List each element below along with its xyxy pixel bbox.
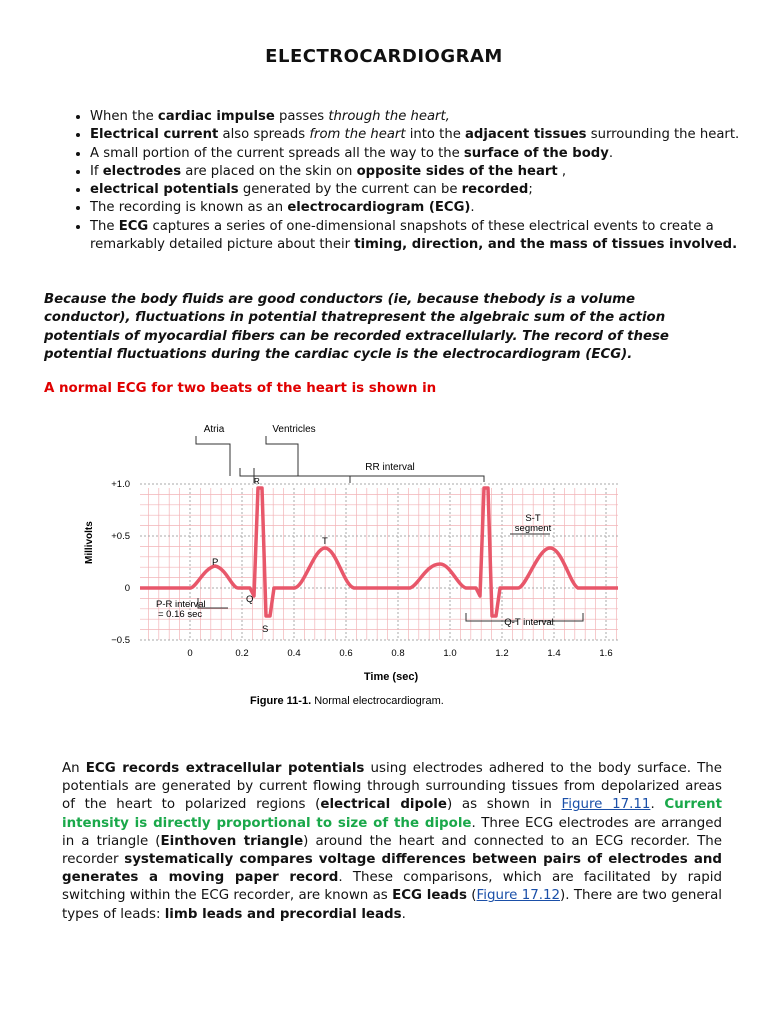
- paragraph-run: ECG records extracellular potentials: [85, 761, 365, 776]
- figure-caption-number: Figure 11-1.: [250, 695, 312, 707]
- bullet-run: ECG: [118, 218, 149, 234]
- paragraph-run: ECG leads: [392, 888, 467, 904]
- bullet-run: .: [470, 200, 475, 216]
- y-ticks: [111, 479, 130, 646]
- label-rr-interval: RR interval: [365, 462, 415, 473]
- paragraph-run: An: [62, 761, 86, 776]
- bullet-run: are placed on the skin on: [181, 163, 357, 179]
- bullet-run: ,: [557, 163, 567, 179]
- bullet-run: surface of the body: [463, 145, 609, 161]
- label-r: R: [254, 477, 260, 486]
- paragraph-run: limb leads and precordial leads: [164, 906, 402, 922]
- bullet-run: electrocardiogram (ECG): [287, 200, 471, 216]
- bullet-run: surrounding the heart.: [586, 127, 740, 143]
- paragraph-run: Current intensity is directly proportional to size of the dipole: [62, 797, 722, 831]
- bullet-item: [90, 108, 756, 126]
- paragraph-run: ). There are two general types of leads:: [62, 888, 722, 922]
- paragraph-run: Einthoven triangle: [160, 833, 304, 849]
- bullet-run: opposite sides of the heart: [356, 163, 558, 179]
- label-q: Q: [246, 594, 254, 605]
- x-axis-label: Time (sec): [363, 671, 419, 683]
- bullet-run: recorded: [461, 182, 529, 198]
- label-qt-interval: Q-T interval: [504, 617, 554, 628]
- bullet-item: [90, 218, 756, 255]
- page-title: ELECTROCARDIOGRAM: [265, 46, 503, 67]
- bullet-run: A small portion of the current spreads all the way to the: [90, 145, 464, 161]
- bullet-run: electrical potentials: [90, 182, 239, 198]
- paragraph-run: systematically compares voltage differences between pairs of electrodes and generates a moving paper record: [62, 852, 722, 886]
- bullet-item: [90, 145, 756, 163]
- bullet-run: When the: [90, 109, 158, 124]
- bullet-run: into the: [405, 127, 466, 143]
- bullet-run: captures a series of one-dimensional snapshots of these electrical events to create a remarkably detailed picture about their: [90, 218, 714, 253]
- ecg-figure-svg: [78, 418, 638, 718]
- bullet-run: from the heart: [309, 127, 406, 143]
- bullet-item: [90, 126, 756, 144]
- label-pr-value: = 0.16 sec: [158, 609, 203, 620]
- bullet-run: generated by the current can be: [238, 182, 462, 198]
- x-tick-label: 1.0: [443, 648, 457, 659]
- bullet-run: timing, direction, and the mass of tissues involved.: [354, 237, 738, 253]
- figure-link[interactable]: Figure 17.11: [561, 797, 651, 813]
- label-pr-interval: P-R interval: [156, 599, 206, 610]
- label-p-wave: P: [212, 557, 219, 568]
- bullet-run: passes: [274, 109, 329, 124]
- paragraph-run: .: [401, 906, 406, 922]
- y-tick-label: +0.5: [111, 531, 130, 542]
- y-tick-label: 0: [124, 583, 130, 594]
- figure-link[interactable]: Figure 17.12: [476, 888, 561, 904]
- bullet-run: cardiac impulse: [157, 109, 275, 124]
- bullet-run: electrodes: [102, 163, 182, 179]
- label-st: S-T: [525, 513, 541, 524]
- x-ticks: [187, 648, 612, 659]
- x-tick-label: 0.2: [235, 648, 249, 659]
- bullet-run: Electrical current: [90, 127, 219, 143]
- figure-caption-text: Normal electrocardiogram.: [311, 695, 444, 707]
- bullet-run: also spreads: [218, 127, 310, 143]
- y-tick-label: −0.5: [111, 635, 130, 646]
- figure-caption: [250, 695, 444, 707]
- bullet-item: [90, 199, 756, 217]
- x-tick-label: 0: [187, 648, 193, 659]
- bullet-run: ;: [528, 182, 533, 198]
- x-tick-label: 1.6: [599, 648, 613, 659]
- label-s: S: [262, 624, 269, 635]
- paragraph-run: using electrodes adhered to the body surface. The potentials are generated by current flowing through surrounding tissues from depolarized areas of the heart to polarized regions (: [62, 761, 723, 813]
- paragraph-run: (: [467, 888, 477, 904]
- bullet-run: .: [608, 145, 614, 161]
- paragraph-run: ) as shown in: [446, 797, 562, 813]
- paragraph-run: electrical dipole: [320, 797, 447, 813]
- bullet-run: If: [90, 163, 103, 179]
- bullet-run: The recording is known as an: [90, 200, 288, 216]
- bullet-item: [90, 163, 756, 181]
- bullet-item: [90, 181, 756, 199]
- ecg-figure: [78, 418, 638, 722]
- paragraph-run: ) around the heart and connected to an ECG recorder. The recorder: [62, 833, 722, 868]
- bullet-run: The: [90, 218, 119, 234]
- x-tick-label: 1.2: [495, 648, 509, 659]
- red-intro-line: A normal ECG for two beats of the heart is shown in: [44, 381, 437, 396]
- paragraph-run: . These comparisons, which are facilitated by rapid switching within the ECG recorder, are known as: [62, 870, 722, 904]
- ecg-trace: [140, 488, 618, 616]
- bullet-run: adjacent tissues: [465, 127, 587, 143]
- paragraph-run: .: [650, 797, 665, 813]
- x-tick-label: 0.6: [339, 648, 353, 659]
- bottom-paragraph: [62, 760, 722, 924]
- x-tick-label: 1.4: [547, 648, 561, 659]
- label-segment: segment: [514, 523, 552, 534]
- bullet-run: through the heart,: [328, 109, 450, 124]
- label-atria: Atria: [203, 424, 225, 435]
- y-axis-label: Millivolts: [84, 521, 95, 564]
- label-ventricles: Ventricles: [272, 424, 316, 435]
- label-t-wave: T: [322, 536, 328, 547]
- bullet-list: [44, 108, 756, 254]
- x-tick-label: 0.4: [287, 648, 301, 659]
- italic-paragraph: Because the body fluids are good conductors (ie, because thebody is a volume conductor), fluctuations in potential thatrepresent the algebraic sum of the action potentials of myocardial fibers can be recorded extracellularly. The record of these potential fluctuations during the cardiac cycle is the electrocardiogram (ECG).: [44, 292, 669, 362]
- y-tick-label: +1.0: [111, 479, 130, 490]
- paragraph-run: . Three ECG electrodes are arranged in a triangle (: [62, 815, 723, 849]
- x-tick-label: 0.8: [391, 648, 405, 659]
